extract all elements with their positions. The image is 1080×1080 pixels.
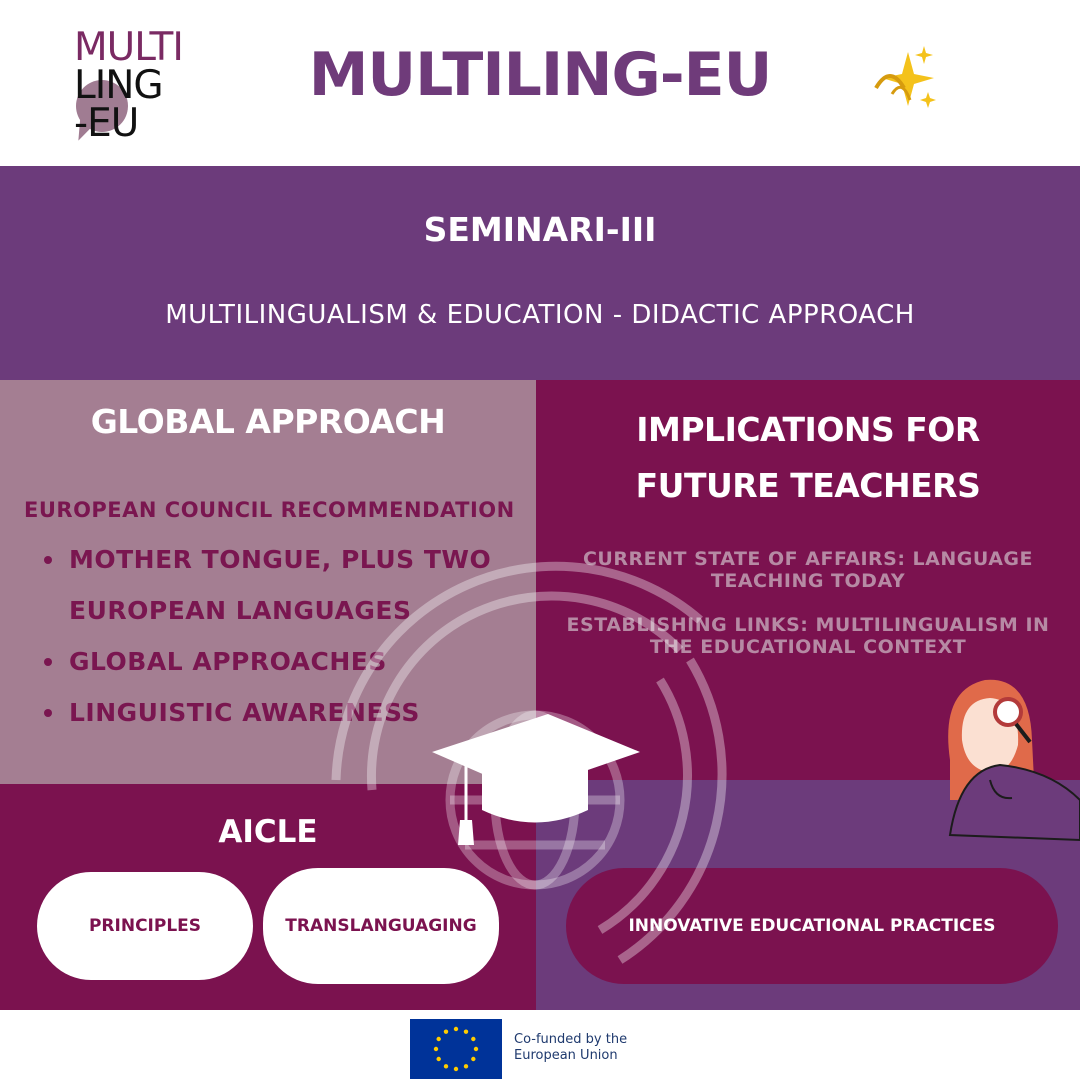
seminar-title: SEMINARI-III bbox=[423, 210, 657, 249]
eu-star bbox=[436, 1037, 440, 1041]
list-item: MOTHER TONGUE, PLUS TWO bbox=[44, 534, 491, 585]
eu-star bbox=[444, 1064, 448, 1068]
innovative-practices-pill: INNOVATIVE EDUCATIONAL PRACTICES bbox=[566, 868, 1058, 984]
implication-item-line-1: ESTABLISHING LINKS: MULTILINGUALISM IN bbox=[566, 614, 1050, 636]
logo-line-3: -EU bbox=[74, 101, 139, 146]
co-funded-line-2: European Union bbox=[514, 1048, 618, 1063]
implication-item-line-2: THE EDUCATIONAL CONTEXT bbox=[649, 636, 967, 658]
translanguaging-pill: TRANSLANGUAGING bbox=[263, 868, 499, 984]
co-funded-text bbox=[514, 1032, 627, 1064]
eu-star bbox=[454, 1027, 458, 1031]
eu-star bbox=[434, 1047, 438, 1051]
global-approach-list bbox=[44, 534, 491, 738]
header bbox=[0, 0, 1080, 166]
logo-line-2: LING bbox=[74, 63, 163, 108]
implications-title bbox=[536, 402, 1080, 514]
eu-star bbox=[471, 1037, 475, 1041]
footer bbox=[0, 1010, 1080, 1080]
implication-item-line-2: TEACHING TODAY bbox=[710, 570, 906, 592]
page-title: MULTILING-EU bbox=[308, 40, 772, 110]
eu-star bbox=[436, 1057, 440, 1061]
eu-star bbox=[464, 1029, 468, 1033]
implication-item bbox=[536, 614, 1080, 658]
sparkle-icon bbox=[868, 44, 940, 124]
aicle-panel bbox=[0, 784, 536, 1010]
eu-star bbox=[474, 1047, 478, 1051]
implications-panel bbox=[536, 380, 1080, 780]
seminar-subtitle: MULTILINGUALISM & EDUCATION - DIDACTIC APPROACH bbox=[165, 300, 915, 330]
aicle-title: AICLE bbox=[218, 814, 318, 850]
implications-title-line-1: IMPLICATIONS FOR bbox=[636, 410, 980, 449]
co-funded-line-1: Co-funded by the bbox=[514, 1032, 628, 1047]
logo-line-1: MULTI bbox=[74, 25, 183, 70]
recommendation-heading: EUROPEAN COUNCIL RECOMMENDATION bbox=[24, 498, 515, 522]
eu-star bbox=[471, 1057, 475, 1061]
eu-star bbox=[464, 1064, 468, 1068]
list-item-continuation: EUROPEAN LANGUAGES bbox=[69, 596, 412, 625]
eu-star bbox=[444, 1029, 448, 1033]
list-item: GLOBAL APPROACHES bbox=[44, 636, 491, 687]
eu-flag-icon bbox=[410, 1019, 502, 1079]
global-approach-title: GLOBAL APPROACH bbox=[90, 402, 446, 441]
eu-star bbox=[454, 1067, 458, 1071]
seminar-banner bbox=[0, 166, 1080, 380]
implication-item bbox=[536, 548, 1080, 592]
implication-item-line-1: CURRENT STATE OF AFFAIRS: LANGUAGE bbox=[582, 548, 1033, 570]
list-item: LINGUISTIC AWARENESS bbox=[44, 687, 491, 738]
principles-pill: PRINCIPLES bbox=[37, 872, 253, 980]
implications-title-line-2: FUTURE TEACHERS bbox=[635, 466, 981, 505]
global-approach-panel bbox=[0, 380, 536, 784]
